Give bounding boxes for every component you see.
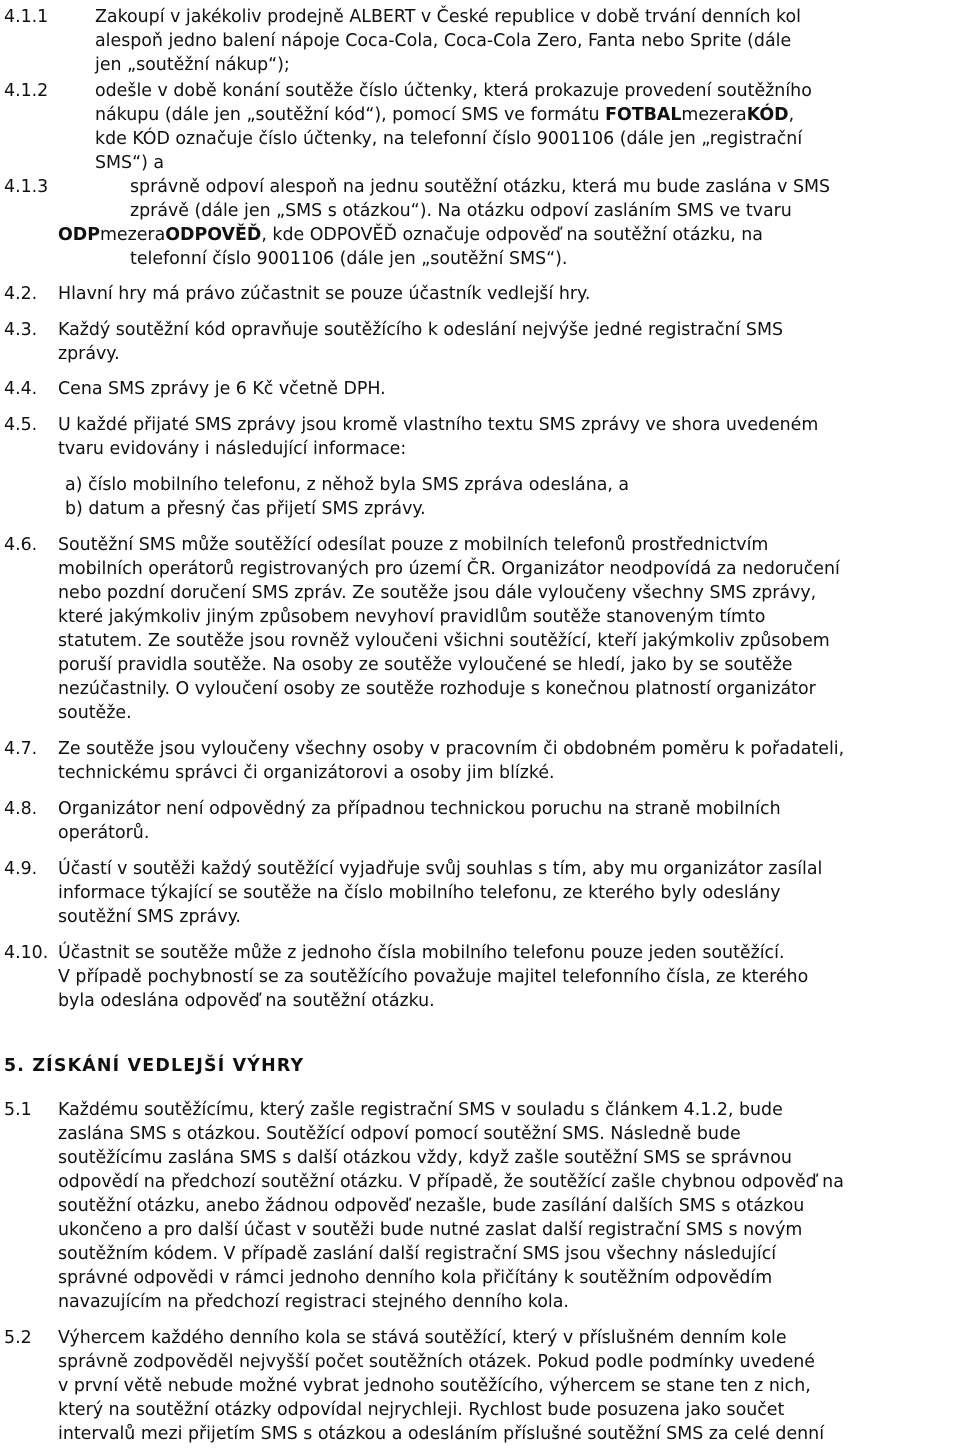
item-number: 4.5. bbox=[4, 415, 38, 435]
paragraph-line: a) číslo mobilního telefonu, z něhož byla SMS zpráva odeslána, a bbox=[65, 475, 630, 495]
paragraph-line: byla odeslána odpověď na soutěžní otázku. bbox=[58, 991, 435, 1011]
paragraph-line: odešle v době konání soutěže číslo účtenky, která prokazuje provedení soutěžního bbox=[95, 81, 812, 101]
text-span: mezera bbox=[681, 105, 747, 125]
paragraph-line: nezúčastnily. O vyloučení osoby ze soutěže rozhoduje s konečnou platností organizátor bbox=[58, 679, 816, 699]
paragraph-line: správné odpovědi v rámci jednoho denního kola přičítány k soutěžním odpovědím bbox=[58, 1268, 773, 1288]
paragraph-line: informace týkající se soutěže na číslo mobilního telefonu, ze kterého byly odeslány bbox=[58, 883, 781, 903]
item-number: 4.6. bbox=[4, 535, 38, 555]
paragraph-line: Hlavní hry má právo zúčastnit se pouze účastník vedlejší hry. bbox=[58, 284, 591, 304]
paragraph-line: b) datum a přesný čas přijetí SMS zprávy. bbox=[65, 499, 426, 519]
bold-keyword: FOTBAL bbox=[605, 105, 682, 125]
paragraph-line: SMS“) a bbox=[95, 153, 165, 173]
paragraph-line: alespoň jedno balení nápoje Coca-Cola, Coca-Cola Zero, Fanta nebo Sprite (dále bbox=[95, 31, 792, 51]
paragraph-line: v první větě nebude možné vybrat jednoho soutěžícího, výhercem se stane ten z nich, bbox=[58, 1376, 811, 1396]
paragraph-line: kde KÓD označuje číslo účtenky, na telefonní číslo 9001106 (dále jen „registrační bbox=[95, 129, 803, 149]
paragraph-line: tvaru evidovány i následující informace: bbox=[58, 439, 407, 459]
paragraph-line: soutěže. bbox=[58, 703, 132, 723]
item-number: 4.1.1 bbox=[4, 7, 49, 27]
bold-keyword: ODP bbox=[58, 225, 100, 245]
paragraph-line: statutem. Ze soutěže jsou rovněž vyloučeni všichni soutěžící, kteří jakýmkoliv způsobem bbox=[58, 631, 830, 651]
section-heading: 5. ZÍSKÁNÍ VEDLEJŠÍ VÝHRY bbox=[4, 1056, 305, 1076]
bold-keyword: ODPOVĚĎ bbox=[165, 225, 262, 245]
paragraph-line: Zakoupí v jakékoliv prodejně ALBERT v České republice v době trvání denních kol bbox=[95, 7, 801, 27]
paragraph-line: Účastí v soutěži každý soutěžící vyjadřuje svůj souhlas s tím, aby mu organizátor zasílal bbox=[58, 859, 823, 879]
paragraph-line: ukončeno a pro další účast v soutěži bude nutné zaslat další registrační SMS s novým bbox=[58, 1220, 803, 1240]
paragraph-line: telefonní číslo 9001106 (dále jen „soutěžní SMS“). bbox=[130, 249, 568, 269]
paragraph-line: Výhercem každého denního kola se stává soutěžící, který v příslušném denním kole bbox=[58, 1328, 787, 1348]
text-span: mezera bbox=[99, 225, 166, 245]
paragraph-line: navazujícím na předchozí registraci stejného denního kola. bbox=[58, 1292, 569, 1312]
text-span: , bbox=[788, 105, 795, 125]
item-number: 4.10. bbox=[4, 943, 49, 963]
paragraph-line: Organizátor není odpovědný za případnou technickou poruchu na straně mobilních bbox=[58, 799, 781, 819]
paragraph-line: technickému správci či organizátorovi a osoby jim blízké. bbox=[58, 763, 555, 783]
item-number: 4.4. bbox=[4, 379, 38, 399]
paragraph-line: soutěžní otázku, anebo žádnou odpověď nezašle, bude zasílání dalších SMS s otázkou bbox=[58, 1196, 805, 1216]
paragraph-line: správně odpoví alespoň na jednu soutěžní otázku, která mu bude zaslána v SMS bbox=[130, 177, 831, 197]
paragraph-line: soutěžním kódem. V případě zaslání další registrační SMS jsou všechny následující bbox=[58, 1244, 777, 1264]
paragraph-line: zprávě (dále jen „SMS s otázkou“). Na otázku odpoví zasláním SMS ve tvaru bbox=[130, 201, 792, 221]
item-number: 5.1 bbox=[4, 1100, 32, 1120]
paragraph-line: Každý soutěžní kód opravňuje soutěžícího k odeslání nejvýše jedné registrační SMS bbox=[58, 320, 784, 340]
paragraph-line: soutěžícímu zaslána SMS s další otázkou vždy, když zašle soutěžní SMS se správnou bbox=[58, 1148, 792, 1168]
text-span: nákupu (dále jen „soutěžní kód“), pomocí SMS ve formátu bbox=[95, 105, 606, 125]
paragraph-line bbox=[58, 224, 763, 246]
paragraph-line: poruší pravidla soutěže. Na osoby ze soutěže vyloučené se hledí, jako by se soutěže bbox=[58, 655, 793, 675]
paragraph-line: intervalů mezi přijetím SMS s otázkou a odesláním příslušné soutěžní SMS za celé denní bbox=[58, 1424, 825, 1444]
text-span: , kde ODPOVĚĎ označuje odpověď na soutěžní otázku, na bbox=[261, 225, 763, 245]
item-number: 4.1.3 bbox=[4, 177, 49, 197]
paragraph-line: jen „soutěžní nákup“); bbox=[95, 55, 290, 75]
paragraph-line: Každému soutěžícímu, který zašle registrační SMS v souladu s článkem 4.1.2, bude bbox=[58, 1100, 783, 1120]
paragraph-line: odpovědí na předchozí soutěžní otázku. V případě, že soutěžící zašle chybnou odpověď na bbox=[58, 1172, 844, 1192]
bold-keyword: KÓD bbox=[746, 105, 789, 125]
paragraph-line: U každé přijaté SMS zprávy jsou kromě vlastního textu SMS zprávy ve shora uvedeném bbox=[58, 415, 819, 435]
paragraph-line: správně zodpověděl nejvyšší počet soutěžních otázek. Pokud podle podmínky uvedené bbox=[58, 1352, 815, 1372]
item-number: 4.3. bbox=[4, 320, 38, 340]
paragraph-line: který na soutěžní otázky odpovídal nejrychleji. Rychlost bude posuzena jako součet bbox=[58, 1400, 785, 1420]
paragraph-line: operátorů. bbox=[58, 823, 150, 843]
item-number: 5.2 bbox=[4, 1328, 32, 1348]
item-number: 4.8. bbox=[4, 799, 38, 819]
item-number: 4.9. bbox=[4, 859, 38, 879]
paragraph-line bbox=[95, 104, 794, 126]
paragraph-line: zaslána SMS s otázkou. Soutěžící odpoví pomocí soutěžní SMS. Následně bude bbox=[58, 1124, 741, 1144]
item-number: 4.2. bbox=[4, 284, 38, 304]
paragraph-line: nebo pozdní doručení SMS zpráv. Ze soutěže jsou dále vyloučeny všechny SMS zprávy, bbox=[58, 583, 817, 603]
paragraph-line: Soutěžní SMS může soutěžící odesílat pouze z mobilních telefonů prostřednictvím bbox=[58, 535, 769, 555]
item-number: 4.1.2 bbox=[4, 81, 49, 101]
paragraph-line: zprávy. bbox=[58, 344, 120, 364]
paragraph-line: soutěžní SMS zprávy. bbox=[58, 907, 241, 927]
paragraph-line: Ze soutěže jsou vyloučeny všechny osoby v pracovním či obdobném poměru k pořadateli, bbox=[58, 739, 845, 759]
paragraph-line: které jakýmkoliv jiným způsobem nevyhoví pravidlům soutěže stanoveným tímto bbox=[58, 607, 766, 627]
paragraph-line: V případě pochybností se za soutěžícího považuje majitel telefonního čísla, ze kterého bbox=[58, 967, 809, 987]
paragraph-line: Účastnit se soutěže může z jednoho čísla mobilního telefonu pouze jeden soutěžící. bbox=[58, 943, 785, 963]
item-number: 4.7. bbox=[4, 739, 38, 759]
paragraph-line: Cena SMS zprávy je 6 Kč včetně DPH. bbox=[58, 379, 386, 399]
paragraph-line: mobilních operátorů registrovaných pro území ČR. Organizátor neodpovídá za nedoručení bbox=[58, 559, 840, 579]
